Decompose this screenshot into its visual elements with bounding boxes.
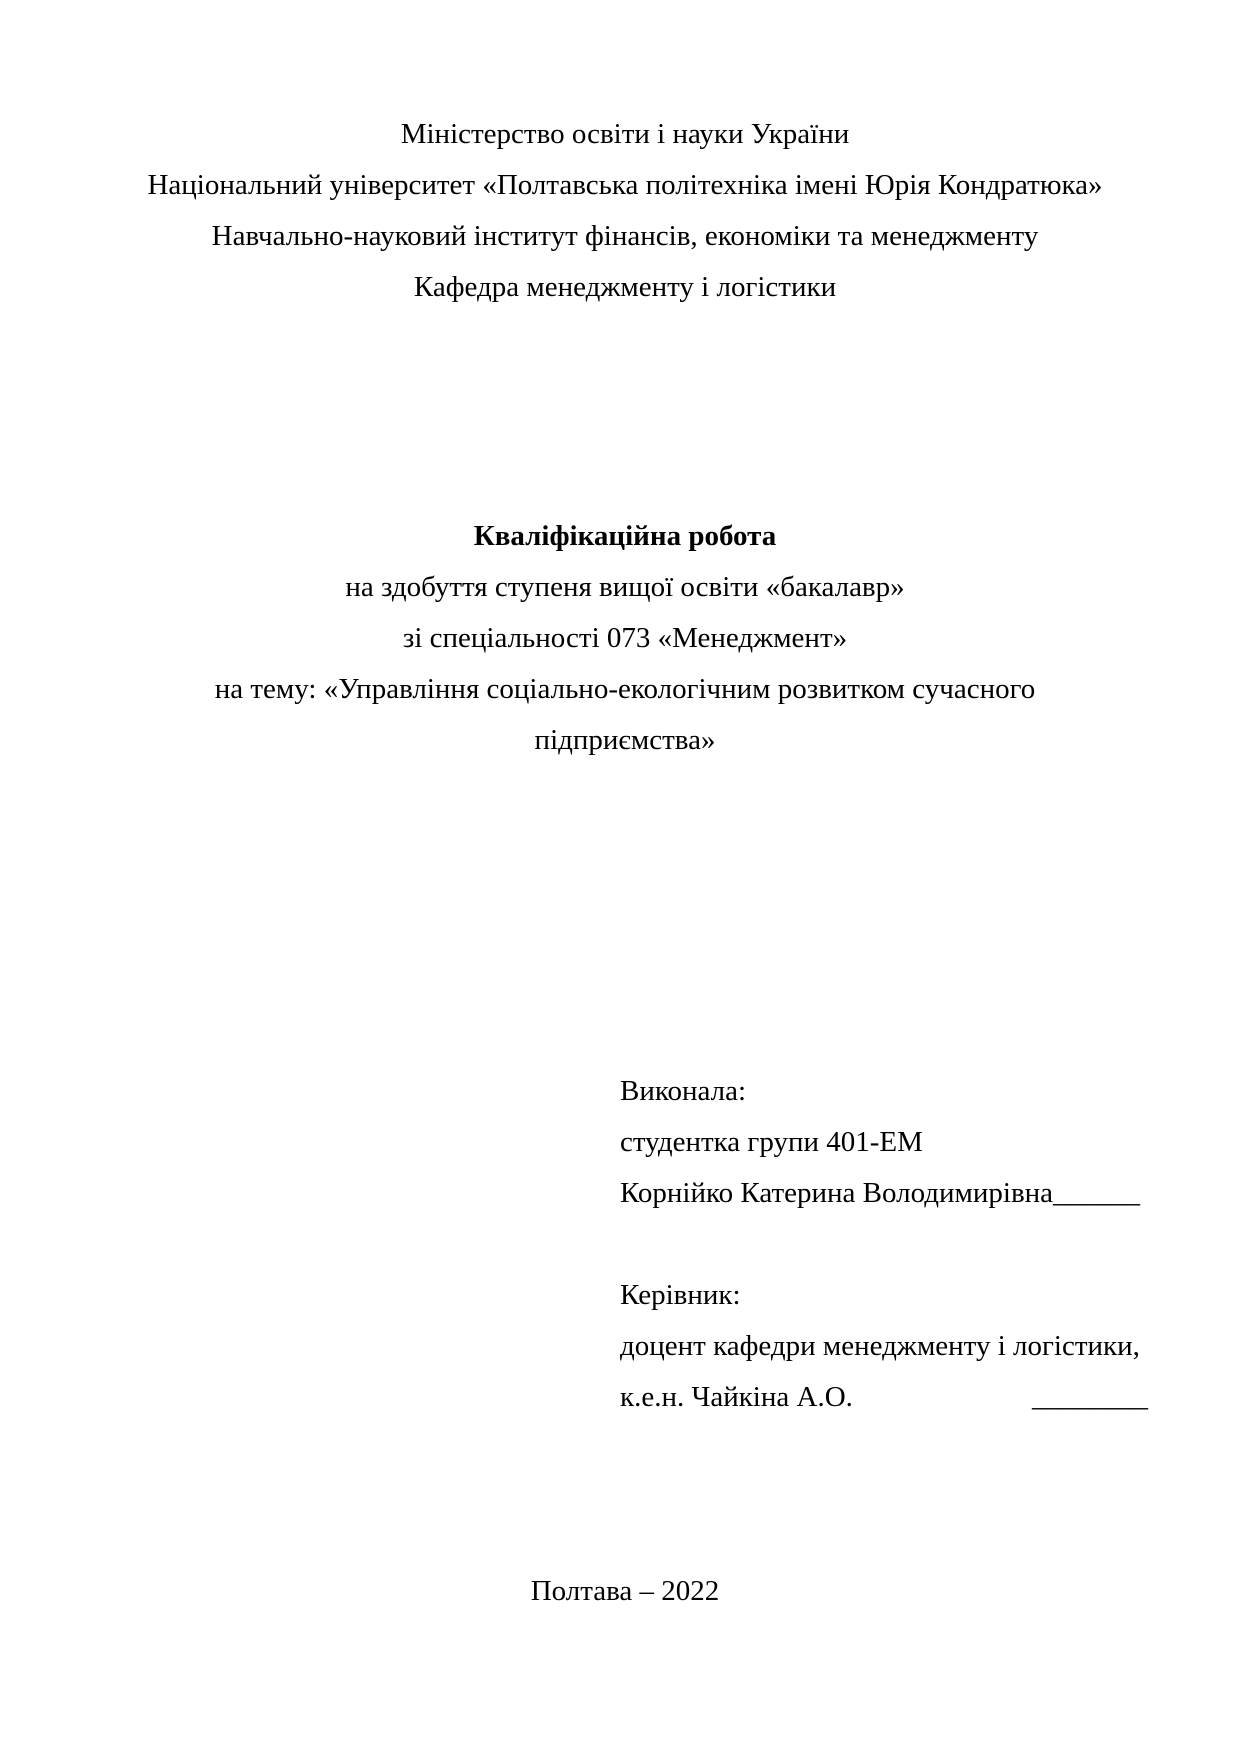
department-line: Кафедра менеджменту і логістики bbox=[413, 271, 837, 303]
author-group-line: студентка групи 401-ЕМ bbox=[620, 1126, 923, 1158]
supervisor-position-line: доцент кафедри менеджменту і логістики, bbox=[620, 1330, 1140, 1362]
city-year-line: Полтава – 2022 bbox=[530, 1575, 720, 1607]
supervisor-name: к.е.н. Чайкіна А.О. bbox=[620, 1381, 853, 1413]
header-block bbox=[95, 109, 1155, 313]
supervisor-signature-row bbox=[620, 1372, 1148, 1423]
signature-blank-line: ________ bbox=[1032, 1381, 1148, 1413]
topic-line-1: на тему: «Управління соціально-екологічним розвитком сучасного bbox=[214, 673, 1036, 705]
supervisor-label: Керівник: bbox=[620, 1279, 741, 1311]
topic-line-2: підприємства» bbox=[534, 724, 716, 756]
ministry-line: Міністерство освіти і науки України bbox=[400, 118, 850, 150]
author-label: Виконала: bbox=[620, 1075, 747, 1107]
institute-line: Навчально-науковий інститут фінансів, економіки та менеджменту bbox=[211, 220, 1039, 252]
specialty-line: зі спеціальності 073 «Менеджмент» bbox=[402, 622, 848, 654]
title-block bbox=[95, 511, 1155, 766]
university-line: Національний університет «Полтавська політехніка імені Юрія Кондратюка» bbox=[147, 169, 1103, 201]
work-type-title: Кваліфікаційна робота bbox=[473, 520, 777, 552]
author-name-line: Корнійко Катерина Володимирівна______ bbox=[620, 1177, 1141, 1209]
blank-line bbox=[620, 1219, 1148, 1270]
credentials-block bbox=[620, 1066, 1148, 1423]
footer-block bbox=[95, 1566, 1155, 1617]
degree-line: на здобуття ступеня вищої освіти «бакалавр» bbox=[345, 571, 905, 603]
